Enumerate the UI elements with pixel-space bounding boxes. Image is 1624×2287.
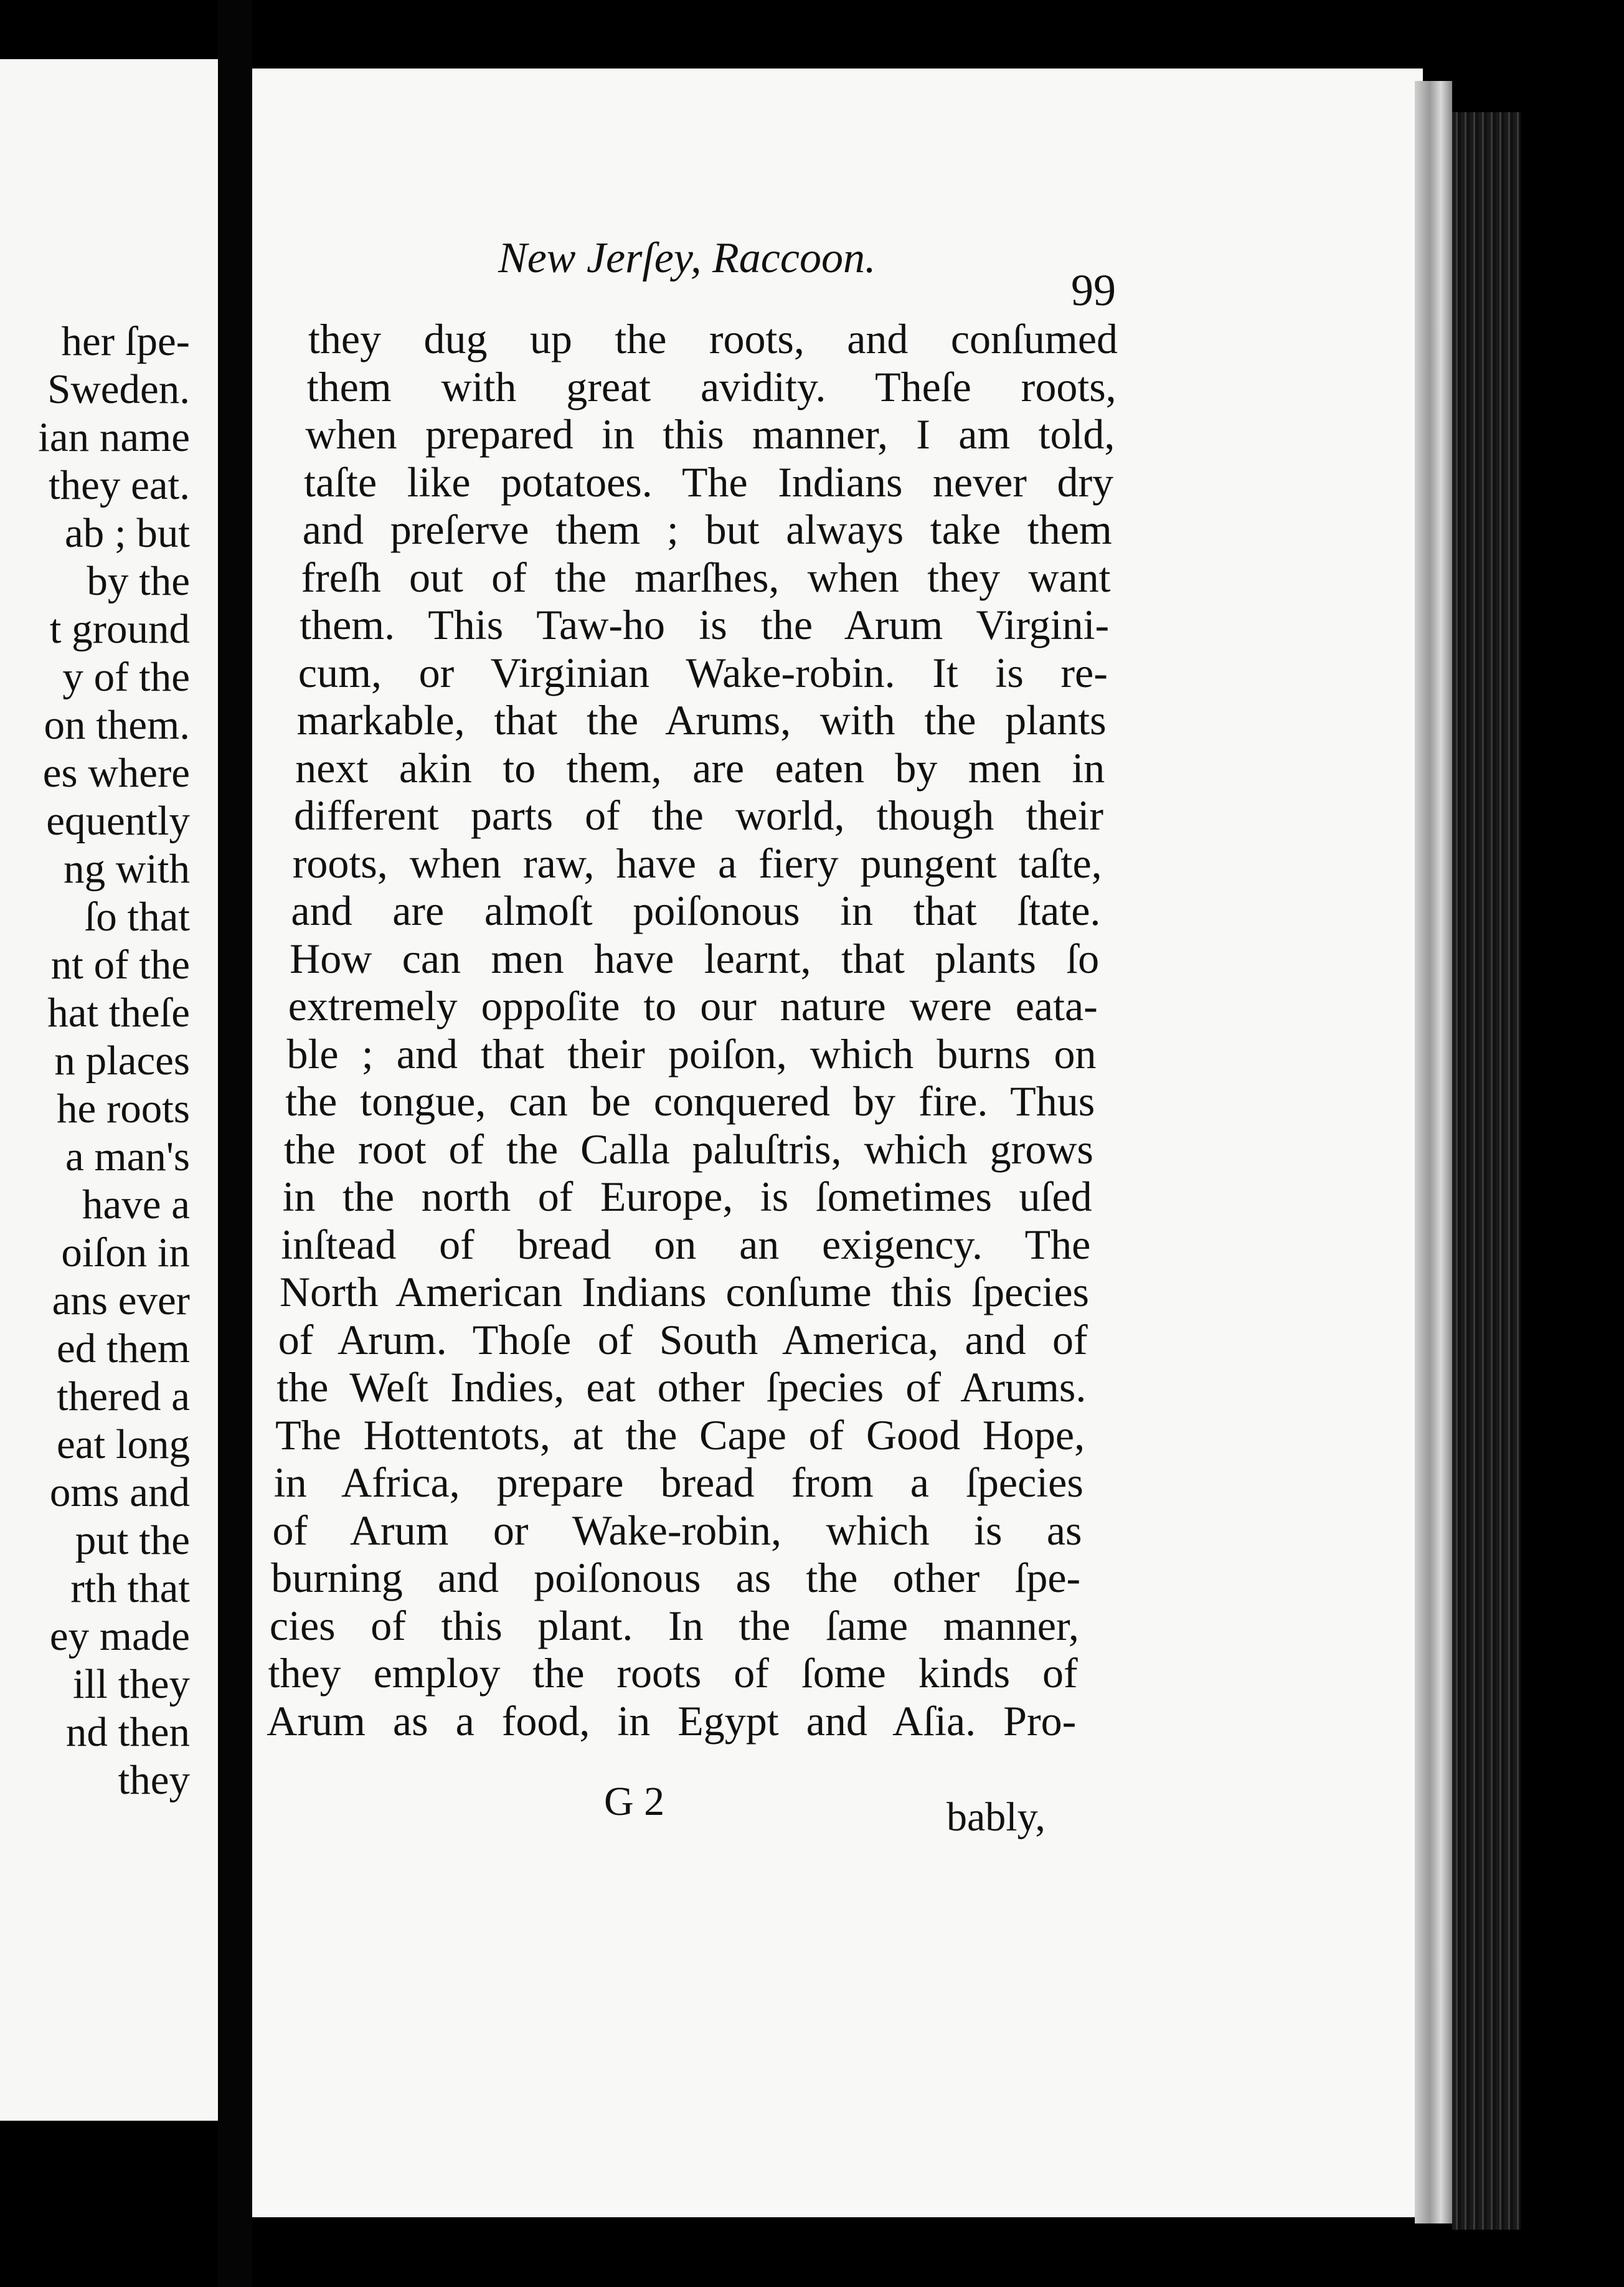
left-page-line: es where	[42, 750, 190, 796]
left-page-line: n places	[54, 1038, 190, 1084]
body-line: in Africa, prepare bread from a ſpecies	[273, 1459, 1083, 1506]
gutter	[218, 0, 252, 2287]
body-line: and are almoſt poiſonous in that ſtate.	[291, 887, 1101, 934]
left-page-line: they	[118, 1757, 190, 1803]
body-line: North American Indians conſume this ſpecies	[280, 1268, 1089, 1315]
left-page-line: put the	[75, 1517, 190, 1563]
left-page-line: thered a	[57, 1373, 190, 1419]
left-page-line: nd then	[65, 1709, 190, 1755]
body-line: of Arum or Wake-robin, which is as	[272, 1506, 1082, 1554]
left-page-line: by the	[87, 558, 190, 604]
left-page-line: ill they	[73, 1661, 190, 1707]
body-line: they employ the roots of ſome kinds of	[268, 1649, 1078, 1697]
body-line: the root of the Calla paluſtris, which grows	[283, 1125, 1093, 1173]
body-line: freſh out of the marſhes, when they want	[301, 553, 1111, 601]
left-page-line: he roots	[57, 1086, 190, 1132]
body-line: The Hottentots, at the Cape of Good Hope,	[275, 1411, 1085, 1459]
running-head: New Jerſey, Raccoon.	[498, 234, 876, 282]
catchword: bably,	[947, 1794, 1046, 1840]
left-page-line: ey made	[49, 1613, 190, 1659]
body-line: the tongue, can be conquered by fire. Thus	[285, 1077, 1095, 1125]
body-line: cum, or Virginian Wake-robin. It is re-	[298, 648, 1108, 696]
book-fore-edge	[1452, 112, 1521, 2230]
body-line: next akin to them, are eaten by men in	[295, 744, 1105, 792]
left-page-line: rth that	[70, 1565, 190, 1611]
body-line: taſte like potatoes. The Indians never dry	[304, 458, 1114, 506]
body-line: the Weſt Indies, eat other ſpecies of Arums.	[276, 1363, 1087, 1411]
body-line: them with great avidity. Theſe roots,	[306, 362, 1116, 410]
left-page-line: ſo that	[84, 894, 190, 940]
left-page-line: they eat.	[49, 462, 190, 508]
left-page-line: ed them	[57, 1325, 190, 1371]
body-line: different parts of the world, though their	[294, 792, 1103, 839]
left-page-line: nt of the	[50, 942, 190, 988]
body-line: cies of this plant. In the ſame manner,	[269, 1601, 1079, 1649]
left-page-line: Sweden.	[47, 366, 190, 412]
body-line: markable, that the Arums, with the plants	[296, 696, 1107, 744]
body-line: they dug up the roots, and conſumed	[308, 315, 1118, 362]
left-page-line: equently	[46, 798, 190, 844]
body-line: burning and poiſonous as the other ſpe-	[271, 1554, 1081, 1601]
left-page-line: oms and	[49, 1469, 190, 1515]
page-number: 99	[1071, 265, 1116, 315]
left-page-line: ian name	[38, 414, 190, 460]
left-page-line: have a	[82, 1181, 190, 1228]
left-page-line: oiſon in	[61, 1229, 190, 1276]
signature-mark: G 2	[604, 1779, 665, 1824]
left-page-line: hat theſe	[47, 990, 190, 1036]
left-page-line: ans ever	[52, 1277, 190, 1323]
body-line: Arum as a food, in Egypt and Aſia. Pro-	[267, 1697, 1077, 1745]
left-page-line: her ſpe-	[61, 318, 190, 364]
body-line: in the north of Europe, is ſometimes uſed	[282, 1173, 1092, 1220]
left-page-line: t ground	[49, 606, 190, 652]
left-page-line: ab ; but	[65, 510, 190, 556]
body-line: How can men have learnt, that plants ſo	[290, 934, 1100, 982]
left-page-line: eat long	[57, 1421, 190, 1467]
left-page-line: a man's	[65, 1134, 190, 1180]
body-line: ble ; and that their poiſon, which burns on	[286, 1030, 1097, 1077]
body-line: and preſerve them ; but always take them	[302, 506, 1112, 553]
body-line: extremely oppoſite to our nature were eata-	[288, 982, 1098, 1030]
body-line: roots, when raw, have a fiery pungent taſte,	[292, 839, 1102, 887]
body-line: when prepared in this manner, I am told,	[305, 410, 1115, 458]
body-line: inſtead of bread on an exigency. The	[281, 1220, 1091, 1268]
left-page-line: y of the	[62, 654, 190, 700]
left-page-line: on them.	[44, 702, 190, 748]
body-line: them. This Taw-ho is the Arum Virgini-	[300, 601, 1110, 648]
body-line: of Arum. Thoſe of South America, and of	[278, 1315, 1088, 1363]
left-page-line: ng with	[64, 846, 190, 892]
page-edges	[1415, 81, 1452, 2223]
